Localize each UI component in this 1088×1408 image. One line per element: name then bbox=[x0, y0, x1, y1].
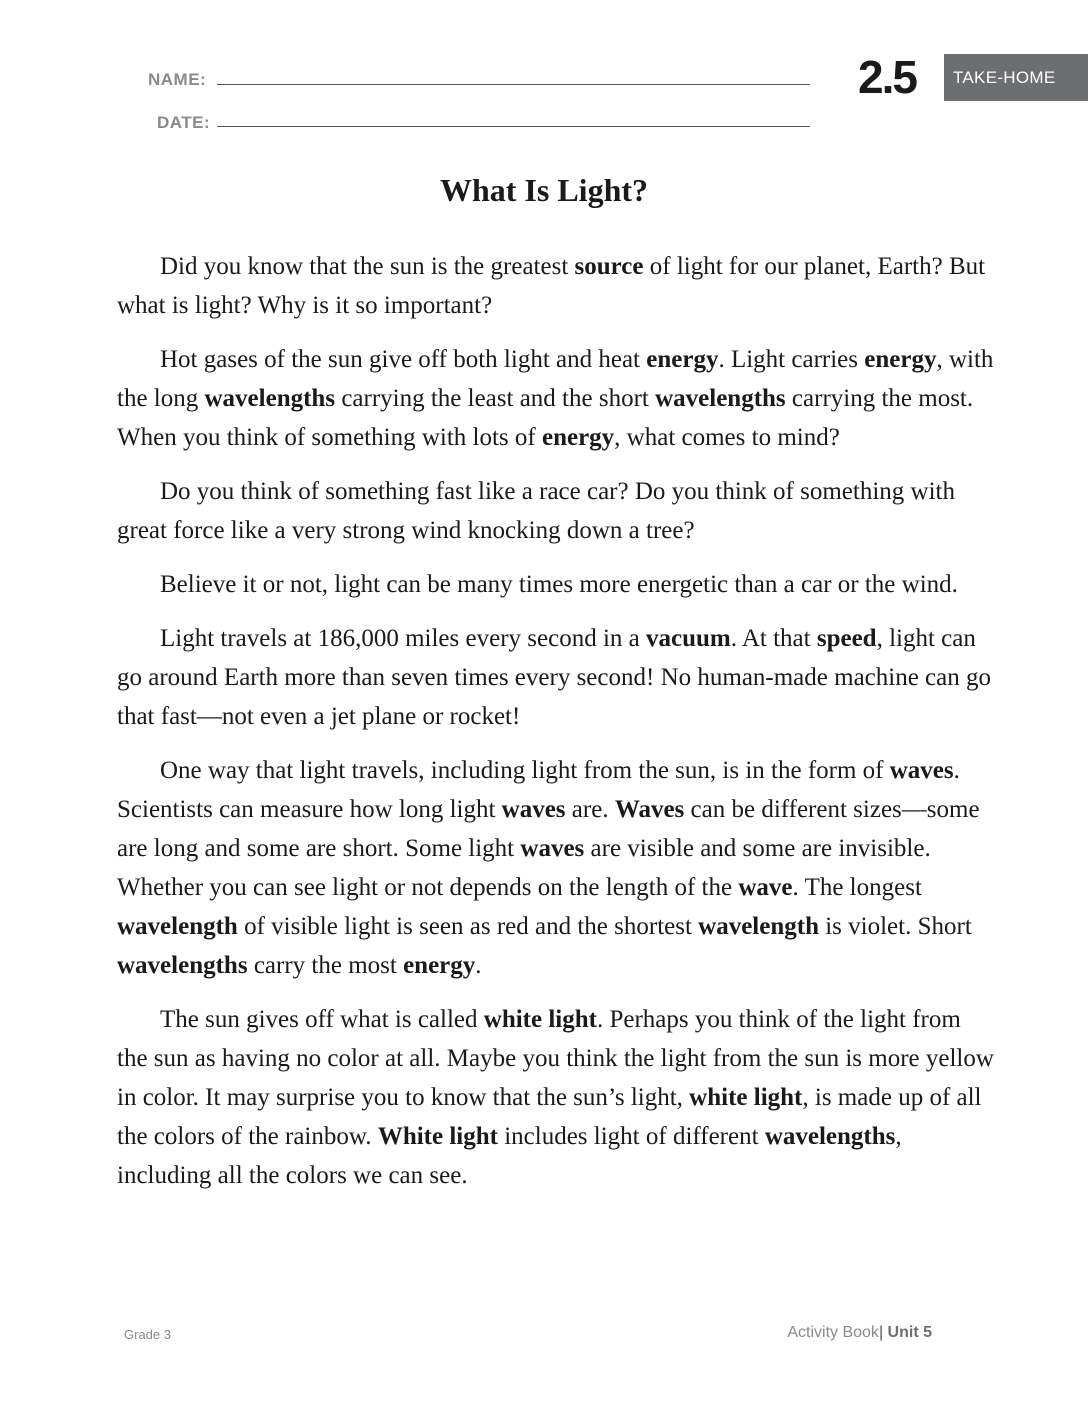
paragraph bbox=[117, 751, 997, 985]
vocab-term: White light bbox=[377, 1123, 498, 1150]
vocab-term: source bbox=[574, 253, 644, 280]
vocab-term: wave bbox=[738, 874, 793, 901]
paragraph bbox=[117, 619, 997, 736]
text-run: . Light carries bbox=[718, 346, 865, 373]
paragraph bbox=[117, 247, 997, 325]
vocab-term: wavelengths bbox=[764, 1123, 896, 1150]
vocab-term: wavelength bbox=[117, 913, 238, 940]
text-run: . At that bbox=[730, 625, 817, 652]
vocab-term: waves bbox=[889, 757, 954, 784]
text-run: One way that light travels, including light from the sun, is in the form of bbox=[160, 757, 890, 784]
take-home-tag: TAKE-HOME bbox=[944, 54, 1088, 101]
vocab-term: energy bbox=[864, 346, 937, 373]
text-run: carry the most bbox=[247, 952, 404, 979]
footer-unit: Unit 5 bbox=[887, 1324, 932, 1341]
lesson-number: 2.5 bbox=[858, 51, 916, 103]
text-run: , including all the colors we can see. bbox=[117, 1123, 902, 1189]
date-line bbox=[217, 126, 810, 127]
text-run: carrying the most. When you think of something with lots of bbox=[117, 385, 974, 451]
vocab-term: speed bbox=[816, 625, 877, 652]
text-run: carrying the least and the short bbox=[335, 385, 656, 412]
text-run: . Scientists can measure how long light bbox=[117, 757, 960, 823]
text-run: can be different sizes—some are long and some are short. Some light bbox=[117, 796, 980, 862]
vocab-term: energy bbox=[646, 346, 719, 373]
text-run: , is made up of all the colors of the rainbow. bbox=[117, 1084, 982, 1150]
paragraph bbox=[117, 1000, 997, 1195]
text-run: Hot gases of the sun give off both light and heat bbox=[160, 346, 647, 373]
vocab-term: white light bbox=[483, 1006, 597, 1033]
vocab-term: wavelengths bbox=[204, 385, 336, 412]
footer-book: Activity Book bbox=[787, 1324, 879, 1341]
date-label: DATE: bbox=[157, 113, 211, 132]
vocab-term: energy bbox=[541, 424, 615, 451]
text-run: of visible light is seen as red and the shortest bbox=[237, 913, 699, 940]
text-run: The sun gives off what is called bbox=[160, 1006, 484, 1033]
vocab-term: waves bbox=[501, 796, 566, 823]
text-run: Believe it or not, light can be many times more energetic than a car or the wind. bbox=[160, 571, 958, 598]
footer-grade: Grade 3 bbox=[124, 1327, 171, 1342]
text-run: , what comes to mind? bbox=[614, 424, 840, 451]
text-run: Light travels at 186,000 miles every second in a bbox=[160, 625, 646, 652]
vocab-term: energy bbox=[403, 952, 476, 979]
text-run: is violet. Short bbox=[818, 913, 972, 940]
page-title: What Is Light? bbox=[439, 172, 649, 208]
text-run: are. bbox=[565, 796, 615, 823]
text-run: of light for our planet, Earth? But what is light? Why is it so important? bbox=[117, 253, 986, 319]
name-label: NAME: bbox=[148, 70, 207, 89]
vocab-term: wavelength bbox=[698, 913, 819, 940]
vocab-term: wavelengths bbox=[655, 385, 786, 412]
paragraph bbox=[117, 472, 997, 550]
text-run: , with the long bbox=[117, 346, 994, 412]
article-body bbox=[117, 247, 997, 1210]
text-run: includes light of different bbox=[497, 1123, 765, 1150]
footer-separator: | bbox=[878, 1324, 884, 1341]
vocab-term: Waves bbox=[614, 796, 685, 823]
name-line bbox=[217, 84, 810, 85]
text-run: Do you think of something fast like a race car? Do you think of something with great force like a very strong wind knocking down a tree? bbox=[117, 478, 955, 544]
vocab-term: vacuum bbox=[646, 625, 731, 652]
text-run: Did you know that the sun is the greatest bbox=[160, 253, 575, 280]
paragraph bbox=[117, 340, 997, 457]
text-run: . The longest bbox=[792, 874, 922, 901]
text-run: . Perhaps you think of the light from the sun as having no color at all. Maybe you think the light from the sun is more yellow in color. It may surprise you to know that the sun’s light, bbox=[117, 1006, 994, 1111]
vocab-term: waves bbox=[520, 835, 585, 862]
text-run: , light can go around Earth more than seven times every second! No human-made machine can go that fast—not even a jet plane or rocket! bbox=[117, 625, 991, 730]
text-run: are visible and some are invisible. Whether you can see light or not depends on the length of the bbox=[117, 835, 931, 901]
vocab-term: wavelengths bbox=[117, 952, 248, 979]
footer-book-unit bbox=[787, 1324, 932, 1342]
text-run: . bbox=[475, 952, 482, 979]
vocab-term: white light bbox=[689, 1084, 803, 1111]
paragraph bbox=[117, 565, 997, 604]
